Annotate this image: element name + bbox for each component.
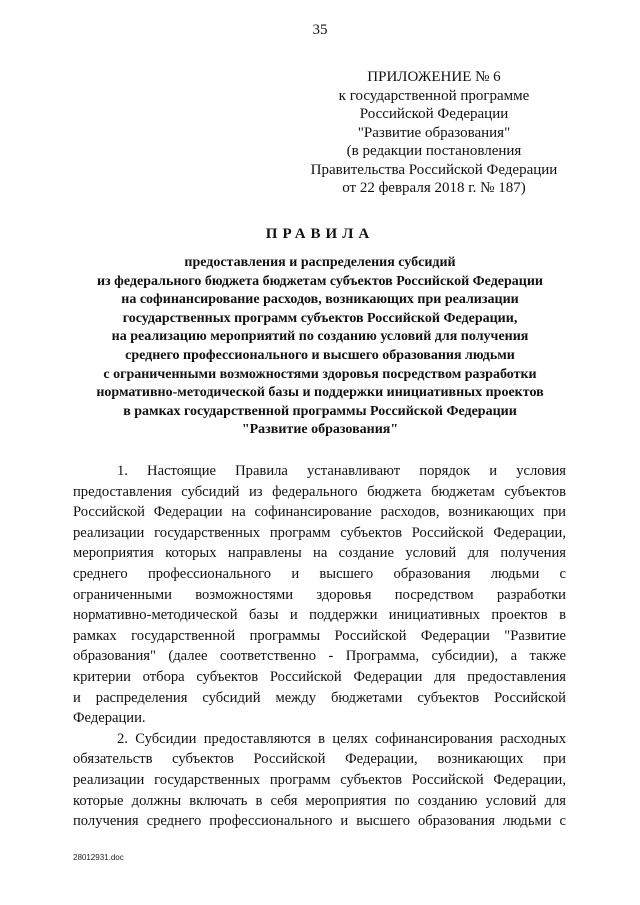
body-line: 2. Субсидии предоставляются в целях софинансирования расходных <box>117 730 566 747</box>
subtitle-line: среднего профессионального и высшего образования людьми <box>125 347 515 363</box>
body-line: рамках государственной программы Российской Федерации "Развитие <box>73 627 566 644</box>
appendix-line: ПРИЛОЖЕНИЕ № 6 <box>367 69 501 85</box>
body-line: реализации государственных программ субъектов Российской Федерации, <box>73 524 566 541</box>
body-line: мероприятия которых направлены на создание условий для получения <box>73 545 566 562</box>
body-line: среднего профессионального и высшего образования людьми с <box>73 565 566 582</box>
body-line: Российской Федерации на софинансирование расходов, возникающих при <box>73 504 566 521</box>
appendix-line: к государственной программе <box>338 87 530 104</box>
body-line: получения среднего профессионального и высшего образования людьми с <box>73 813 566 830</box>
footer-filename: 28012931.doc <box>73 853 124 862</box>
body-line: предоставления субсидий из федерального бюджета бюджетам субъектов <box>73 483 566 500</box>
subtitle-line: нормативно-методической базы и поддержки инициативных проектов <box>96 385 544 401</box>
body-line: Федерации. <box>73 710 146 727</box>
subtitle-line: из федерального бюджета бюджетам субъектов Российской Федерации <box>96 273 543 289</box>
document-subtitle <box>60 254 580 440</box>
subtitle-line: с ограниченными возможностями здоровья посредством разработки <box>103 366 537 382</box>
subtitle-line: государственных программ субъектов Российской Федерации, <box>122 310 518 326</box>
body-line: и распределения субсидий между бюджетами субъектов Российской <box>73 689 566 706</box>
appendix-line: от 22 февраля 2018 г. № 187) <box>342 180 526 196</box>
subtitle-line: предоставления и распределения субсидий <box>184 255 456 270</box>
subtitle-line: в рамках государственной программы Российской Федерации <box>123 403 517 419</box>
subtitle-line: "Развитие образования" <box>241 422 399 438</box>
appendix-line: (в редакции постановления <box>346 143 522 159</box>
body-line: реализации государственных программ субъектов Российской Федерации, <box>73 771 566 788</box>
body-line: нормативно-методической базы и поддержки инициативных проектов в <box>73 607 566 624</box>
appendix-header <box>300 68 568 198</box>
body-line: ограниченными возможностями здоровья посредством разработки <box>73 586 566 603</box>
body-line: образования" (далее соответственно - Программа, субсидии), а также <box>73 648 566 665</box>
appendix-line: Российской Федерации <box>359 106 509 122</box>
document-body <box>73 461 566 832</box>
subtitle-line: на реализацию мероприятий по созданию условий для получения <box>111 329 529 345</box>
paragraph-2 <box>73 729 566 832</box>
page-number: 35 <box>312 22 328 38</box>
body-line: обязательств субъектов Российской Федерации, возникающих при <box>73 751 566 768</box>
body-line: которые должны включать в себя мероприятия по созданию условий для <box>73 792 566 809</box>
body-line: 1. Настоящие Правила устанавливают порядок и условия <box>117 463 566 479</box>
appendix-line: Правительства Российской Федерации <box>310 161 558 178</box>
subtitle-line: на софинансирование расходов, возникающих при реализации <box>121 292 519 308</box>
paragraph-1 <box>73 461 566 729</box>
appendix-line: "Развитие образования" <box>357 124 511 141</box>
body-line: критерии отбора субъектов Российской Федерации для предоставления <box>73 668 566 685</box>
document-title: ПРАВИЛА <box>265 226 375 242</box>
